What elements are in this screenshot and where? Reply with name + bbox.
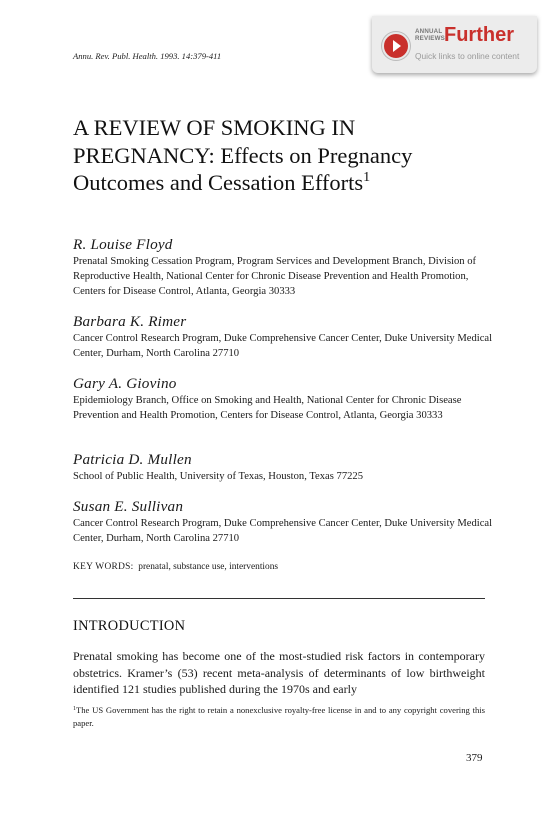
title-footnote-mark: 1 (363, 170, 371, 185)
author-name: Gary A. Giovino (73, 375, 177, 392)
intro-paragraph: Prenatal smoking has become one of the most-studied risk factors in contemporary obstetrics. Kramer’s (53) recent meta-analysis of determinants of low birthweight identified 121 studies published during the 1970s and early (73, 649, 485, 697)
footnote (73, 704, 485, 730)
author-affiliation: School of Public Health, University of Texas, Houston, Texas 77225 (73, 471, 364, 482)
author-affiliation: Prenatal Smoking Cessation Program, Program Services and Development Branch, Division of Reproductive Health, National Center for Chronic Disease Prevention and Health Promotion, Centers for Disease Control, Atlanta, Georgia 30333 (73, 256, 477, 298)
further-tagline: Quick links to online content (415, 51, 520, 61)
article-title: A REVIEW OF SMOKING IN PREGNANCY: Effects on Pregnancy Outcomes and Cessation Efforts$^1$ (73, 115, 413, 195)
author-affiliation: Cancer Control Research Program, Duke Comprehensive Cancer Center, Duke University Medical Center, Durham, North Carolina 27710 (73, 333, 493, 360)
key-words (73, 562, 278, 572)
further-brand: ANNUAL REVIEWS (415, 28, 445, 42)
section-divider (73, 598, 485, 599)
author-name: Patricia D. Mullen (73, 451, 192, 468)
further-widget[interactable] (372, 16, 537, 73)
key-words-list: prenatal, substance use, interventions (138, 562, 279, 572)
footnote-mark: 1 (73, 706, 76, 712)
author-name: Barbara K. Rimer (73, 313, 187, 330)
section-heading: INTRODUCTION (73, 618, 186, 634)
annual-reviews-play-icon (382, 32, 410, 60)
author-name: Susan E. Sullivan (73, 498, 184, 515)
author-name: R. Louise Floyd (73, 236, 173, 253)
journal-citation: Annu. Rev. Publ. Health. 1993. 14:379-411 (73, 51, 222, 61)
page-number: 379 (466, 752, 483, 764)
footnote-text: The US Government has the right to retain a nonexclusive royalty-free license in and to any copyright covering this paper. (73, 705, 485, 728)
key-words-label: KEY WORDS: (73, 562, 134, 572)
further-word: Further (444, 24, 514, 46)
author-affiliation: Epidemiology Branch, Office on Smoking and Health, National Center for Chronic Disease Prevention and Health Promotion, Centers for Disease Control, Atlanta, Georgia 30333 (73, 395, 462, 422)
author-affiliation: Cancer Control Research Program, Duke Comprehensive Cancer Center, Duke University Medical Center, Durham, North Carolina 27710 (73, 518, 493, 545)
